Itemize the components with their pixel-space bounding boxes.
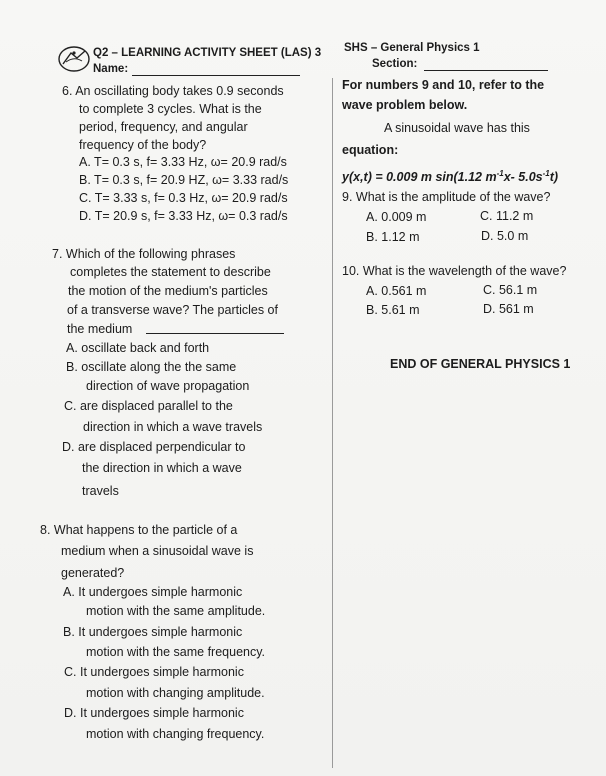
q7-blank	[146, 320, 284, 334]
intro-line: A sinusoidal wave has this	[384, 121, 530, 135]
name-label: Name:	[93, 63, 129, 75]
q7-option-c: C. are displaced parallel to the	[64, 399, 233, 413]
subject-title: SHS – General Physics 1	[344, 42, 480, 54]
intro-line: wave problem below.	[342, 98, 468, 112]
q8-line: medium when a sinusoidal wave is	[61, 544, 254, 558]
q9-question: 9. What is the amplitude of the wave?	[342, 190, 551, 204]
q10-question: 10. What is the wavelength of the wave?	[342, 264, 567, 278]
q8-option-b-cont: motion with the same frequency.	[86, 645, 266, 659]
q8-option-c: C. It undergoes simple harmonic	[64, 665, 244, 679]
q6-option-b: B. T= 0.3 s, f= 20.9 HZ, ω= 3.33 rad/s	[79, 173, 289, 187]
q6-option-a: A. T= 0.3 s, f= 3.33 Hz, ω= 20.9 rad/s	[79, 155, 287, 169]
q6-option-d: D. T= 20.9 s, f= 3.33 Hz, ω= 0.3 rad/s	[79, 209, 288, 223]
q7-option-d-cont: the direction in which a wave	[82, 461, 242, 475]
q7-option-b: B. oscillate along the the same	[66, 360, 237, 374]
q8-option-b: B. It undergoes simple harmonic	[63, 625, 243, 639]
q9-option-c: C. 11.2 m	[480, 209, 534, 223]
q7-line: the motion of the medium's particles	[68, 284, 268, 298]
school-logo-icon	[57, 44, 91, 74]
equation-end: t)	[549, 170, 559, 185]
q7-line: completes the statement to describe	[70, 265, 271, 279]
q6-line: frequency of the body?	[79, 138, 207, 152]
q8-option-a: A. It undergoes simple harmonic	[63, 585, 243, 599]
q8-line: 8. What happens to the particle of a	[40, 523, 238, 537]
column-divider	[332, 78, 333, 768]
section-label: Section:	[372, 58, 418, 70]
q7-line: of a transverse wave? The particles of	[67, 303, 278, 317]
equation-superscript: -1	[496, 169, 504, 178]
end-text: END OF GENERAL PHYSICS 1	[390, 357, 571, 371]
equation-superscript: -1	[542, 169, 550, 178]
q8-option-d: D. It undergoes simple harmonic	[64, 706, 244, 720]
q8-line: generated?	[61, 566, 125, 580]
q7-line: the medium	[67, 322, 133, 336]
q7-option-d-cont2: travels	[82, 484, 119, 498]
q7-line: 7. Which of the following phrases	[52, 247, 236, 261]
q6-line: to complete 3 cycles. What is the	[79, 102, 262, 116]
q6-line: 6. An oscillating body takes 0.9 seconds	[62, 84, 284, 98]
q9-option-b: B. 1.12 m	[366, 230, 420, 244]
q7-option-a: A. oscillate back and forth	[66, 341, 210, 355]
equation-main: y(x,t) = 0.009 m sin(1.12 m	[342, 170, 497, 185]
q7-option-b-cont: direction of wave propagation	[86, 379, 250, 393]
q9-option-a: A. 0.009 m	[366, 210, 427, 224]
q6-option-c: C. T= 3.33 s, f= 0.3 Hz, ω= 20.9 rad/s	[79, 191, 288, 205]
name-field[interactable]	[132, 62, 300, 76]
q8-option-a-cont: motion with the same amplitude.	[86, 604, 266, 618]
q7-option-c-cont: direction in which a wave travels	[83, 420, 263, 434]
section-field[interactable]	[424, 58, 548, 71]
equation-mid: x- 5.0s	[503, 170, 543, 185]
intro-line: For numbers 9 and 10, refer to the	[342, 78, 545, 92]
sheet-title: Q2 – LEARNING ACTIVITY SHEET (LAS) 3	[93, 47, 322, 59]
q10-option-b: B. 5.61 m	[366, 303, 420, 317]
intro-line: equation:	[342, 143, 399, 157]
q8-option-d-cont: motion with changing frequency.	[86, 727, 265, 741]
q8-option-c-cont: motion with changing amplitude.	[86, 686, 265, 700]
q10-option-d: D. 561 m	[483, 302, 534, 316]
q10-option-a: A. 0.561 m	[366, 284, 427, 298]
q7-option-d: D. are displaced perpendicular to	[62, 440, 246, 454]
q10-option-c: C. 56.1 m	[483, 283, 538, 297]
q9-option-d: D. 5.0 m	[481, 229, 529, 243]
q6-line: period, frequency, and angular	[79, 120, 248, 134]
wave-equation	[342, 164, 558, 187]
